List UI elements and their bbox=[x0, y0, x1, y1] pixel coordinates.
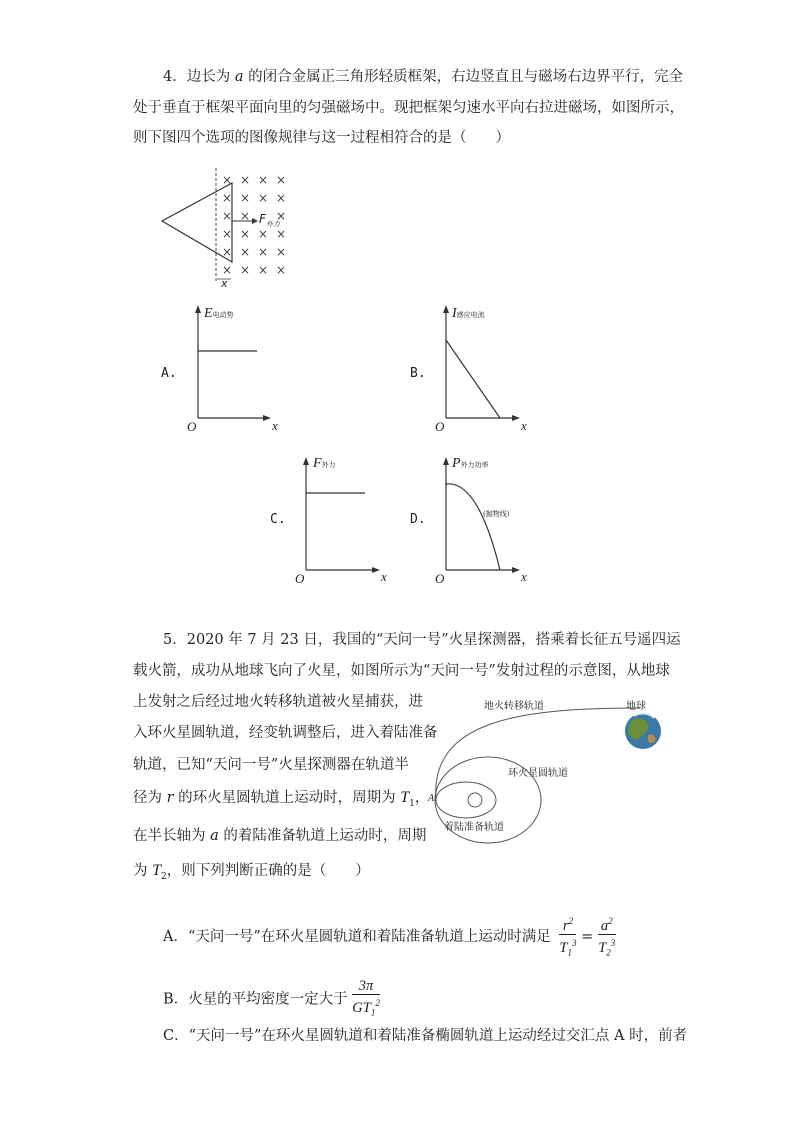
force-label: $F_{外力}$ bbox=[259, 212, 280, 229]
option-a-y-label: E电动势 bbox=[204, 306, 234, 321]
field-cross: × bbox=[258, 263, 269, 277]
field-cross: × bbox=[258, 173, 269, 187]
field-cross: × bbox=[222, 173, 233, 187]
transfer-orbit-label: 地火转移轨道 bbox=[484, 701, 544, 712]
q5-line-4: 入环火星圆轨道，经变轨调整后，进入着陆准备 bbox=[133, 725, 438, 741]
formula-left-fraction: $\frac{r^2}{T_1^3}$ bbox=[559, 913, 576, 961]
formula-right-fraction: $\frac{a^2}{T_2^3}$ bbox=[598, 913, 616, 961]
force-arrowhead bbox=[252, 218, 258, 224]
option-d-note: (抛物线) bbox=[483, 510, 510, 518]
graph-b bbox=[443, 305, 520, 421]
q5-line-6: 径为 r 的环火星圆轨道上运动时，周期为 $T_1$， bbox=[133, 789, 430, 809]
x-label: x bbox=[221, 277, 228, 290]
option-d-y-label: P外力功率 bbox=[452, 456, 489, 471]
graph-a bbox=[195, 305, 271, 421]
option-b-x-axis: x bbox=[521, 418, 527, 433]
field-cross: × bbox=[222, 227, 233, 241]
q5-option-b[interactable]: B．火星的平均密度一定大于 $\frac{3\pi}{GT_1^2}$ bbox=[163, 978, 380, 1021]
field-cross: × bbox=[258, 245, 269, 259]
graph-b-curve bbox=[446, 340, 500, 418]
q5-line-1: 5．2020 年 7 月 23 日，我国的“天问一号”火星探测器，搭乘着长征五号遥四运 bbox=[163, 632, 681, 648]
option-d-x-axis: x bbox=[521, 569, 527, 584]
density-fraction: $\frac{3\pi}{GT_1^2}$ bbox=[352, 978, 380, 1018]
field-cross: × bbox=[276, 173, 287, 187]
field-cross: × bbox=[222, 191, 233, 205]
q5-line-5: 轨道，已知“天问一号”火星探测器在轨道半 bbox=[133, 757, 409, 773]
field-cross: × bbox=[240, 227, 251, 241]
landing-orbit bbox=[436, 782, 496, 818]
graph-d-curve bbox=[446, 484, 500, 570]
option-c-letter[interactable]: C. bbox=[270, 512, 286, 527]
mars bbox=[468, 793, 482, 807]
field-cross: × bbox=[240, 191, 251, 205]
field-cross: × bbox=[258, 227, 269, 241]
q4-line-3: 则下图四个选项的图像规律与这一过程相符合的是（ ） bbox=[133, 130, 510, 146]
option-a-origin: O bbox=[187, 419, 197, 434]
point-a-label: A bbox=[428, 793, 435, 804]
field-cross: × bbox=[276, 263, 287, 277]
field-cross: × bbox=[276, 227, 287, 241]
circular-orbit-label: 环火星圆轨道 bbox=[508, 768, 568, 779]
option-c-origin: O bbox=[295, 571, 305, 586]
q5-line-3: 上发射之后经过地火转移轨道被火星捕获，进 bbox=[133, 694, 423, 710]
option-b-y-label: I感应电流 bbox=[452, 306, 485, 321]
field-cross: × bbox=[222, 209, 233, 223]
option-d-origin: O bbox=[435, 571, 445, 586]
option-a-letter[interactable]: A. bbox=[161, 366, 177, 381]
q4-line-1: 4．边长为 a 的闭合金属正三角形轻质框架，右边竖直且与磁场右边界平行，完全 bbox=[163, 69, 684, 85]
earth-icon bbox=[625, 713, 661, 749]
q5-option-c[interactable]: C．“天问一号”在环火星圆轨道和着陆准备椭圆轨道上运动经过交汇点 A 时，前者 bbox=[163, 1028, 688, 1044]
option-b-origin: O bbox=[435, 419, 445, 434]
option-a-x-axis: x bbox=[272, 418, 278, 433]
option-b-letter[interactable]: B. bbox=[410, 366, 426, 381]
field-cross: × bbox=[276, 209, 287, 223]
graph-c bbox=[303, 457, 380, 573]
field-cross: × bbox=[240, 173, 251, 187]
field-cross: × bbox=[258, 191, 269, 205]
field-cross: × bbox=[240, 209, 251, 223]
q5-line-7: 在半长轴为 a 的着陆准备轨道上运动时，周期 bbox=[133, 828, 427, 844]
field-cross: × bbox=[276, 191, 287, 205]
landing-orbit-label: 着陆准备轨道 bbox=[444, 822, 504, 833]
q4-line-2: 处于垂直于框架平面向里的匀强磁场中。现把框架匀速水平向右拉进磁场，如图所示， bbox=[133, 100, 684, 116]
field-cross: × bbox=[222, 245, 233, 259]
field-cross: × bbox=[222, 263, 233, 277]
field-cross: × bbox=[240, 245, 251, 259]
q5-option-a[interactable]: A．“天问一号”在环火星圆轨道和着陆准备轨道上运动时满足 $\frac{r^2}{T_1^3}$ = $\frac{a^2}{T_2^3}$ bbox=[163, 913, 616, 961]
q5-line-2: 载火箭，成功从地球飞向了火星，如图所示为“天问一号”发射过程的示意图，从地球 bbox=[133, 663, 670, 679]
q5-line-8: 为 $T_2$，则下列判断正确的是（ ） bbox=[133, 862, 370, 882]
option-c-y-label: F外力 bbox=[313, 456, 336, 471]
option-c-x-axis: x bbox=[381, 569, 387, 584]
option-d-letter[interactable]: D. bbox=[410, 512, 426, 527]
earth-label: 地球 bbox=[626, 701, 646, 712]
field-cross: × bbox=[240, 263, 251, 277]
field-cross: × bbox=[276, 245, 287, 259]
